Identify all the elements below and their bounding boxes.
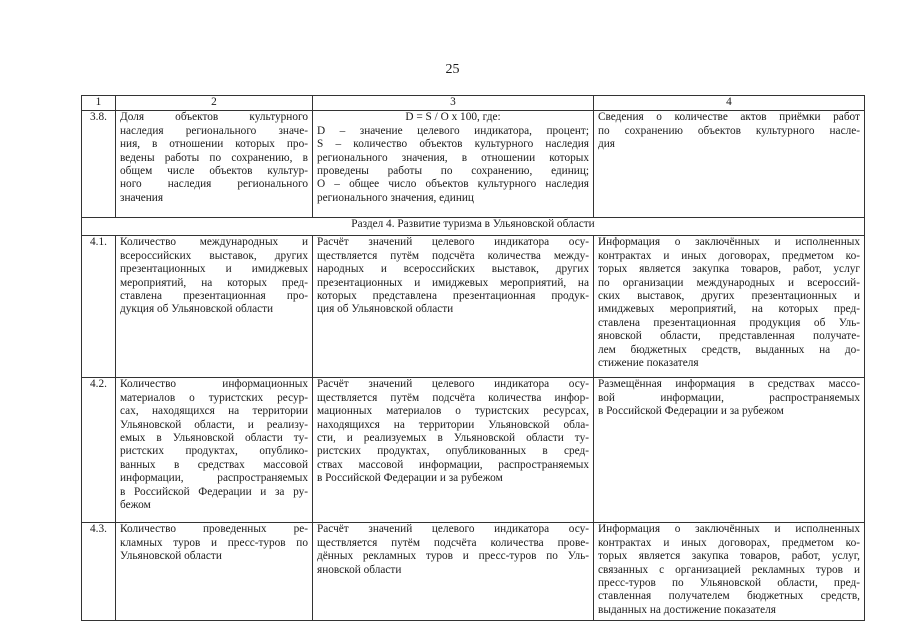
- cell-text-line: презентационных и имиджевых: [120, 263, 308, 276]
- cell-text-line: Ульяновской области: [120, 550, 222, 563]
- cell-text-line: яновской области, представленная получате-: [598, 330, 860, 343]
- cell-text-line: Информация о заключённых и исполненных: [598, 236, 860, 249]
- table-row: [82, 111, 865, 218]
- cell-text-line: ществляется путём подсчёта количества между-: [317, 249, 589, 262]
- data-source-cell: [594, 523, 865, 621]
- cell-text-line: стижение показателя: [598, 357, 699, 370]
- cell-text-line: Информация о заключённых и исполненных: [598, 523, 860, 536]
- cell-text-line: в Российской Федерации и за рубежом: [317, 472, 503, 485]
- cell-text-line: S – количество объектов культурного наследия: [317, 138, 589, 151]
- row-number: 3.8.: [82, 111, 116, 218]
- section-title: Раздел 4. Развитие туризма в Ульяновской области: [82, 218, 865, 236]
- cell-text-line: ния, в отношении которых про-: [120, 138, 308, 151]
- cell-text-line: контрактах и иных договорах, предметом ко-: [598, 249, 860, 262]
- cell-text-line: Расчёт значений целевого индикатора осу-: [317, 378, 589, 391]
- data-source-cell: [594, 236, 865, 378]
- cell-text-line: регионального значения, единиц: [317, 191, 474, 204]
- cell-text-line: ставлена презентационная про-: [120, 290, 308, 303]
- row-number: 4.2.: [82, 378, 116, 523]
- cell-text-line: O – общее число объектов культурного наследия: [317, 178, 589, 191]
- cell-text-line: ристских продуктах, опублико-: [120, 445, 308, 458]
- cell-text-line: Расчёт значений целевого индикатора осу-: [317, 523, 589, 536]
- cell-text-line: ристских продуктах, опубликованных в сред-: [317, 445, 589, 458]
- cell-text-line: связанных с организацией рекламных туров и: [598, 563, 860, 576]
- cell-text-line: Сведения о количестве актов приёмки работ: [598, 111, 860, 124]
- cell-text-line: проведены работы по сохранению, единиц;: [317, 165, 589, 178]
- cell-text-line: емых в Ульяновской области ту-: [120, 432, 308, 445]
- cell-text-line: в Российской Федерации и за рубежом: [598, 405, 784, 418]
- table-row: [82, 523, 865, 621]
- cell-text-line: информации, распространяемых: [120, 472, 308, 485]
- cell-text-line: материалов о туристских ресур-: [120, 391, 308, 404]
- cell-text-line: ставленная получателем бюджетных средств,: [598, 590, 860, 603]
- cell-text-line: ствах массовой информации, распространяемых: [317, 458, 589, 471]
- cell-text-line: в Российской Федерации и за ру-: [120, 485, 308, 498]
- cell-text-line: бежом: [120, 499, 151, 512]
- cell-text-line: Количество информационных: [120, 378, 308, 391]
- cell-text-line: регионального значения, в отношении которых: [317, 151, 589, 164]
- cell-text-line: контрактах и иных договорах, предметом ко-: [598, 536, 860, 549]
- cell-text-line: общем числе объектов культур-: [120, 165, 308, 178]
- cell-text-line: торых является закупка товаров, работ, услуг,: [598, 550, 860, 563]
- cell-text-line: Ульяновской области, и реализу-: [120, 418, 308, 431]
- table-row: [82, 236, 865, 378]
- calculation-method-cell: [313, 236, 594, 378]
- cell-text-line: дукция об Ульяновской области: [120, 303, 274, 316]
- table-header-row: [82, 96, 865, 111]
- cell-text-line: Размещённая информация в средствах массо-: [598, 378, 860, 391]
- header-cell-3: 3: [313, 96, 594, 111]
- data-source-cell: [594, 111, 865, 218]
- cell-text-line: ставлена презентационная продукция об Уль-: [598, 316, 860, 329]
- cell-text-line: презентационных и имиджевых мероприятий, на: [317, 276, 589, 289]
- cell-text-line: сти, и реализуемых в Ульяновской области ту-: [317, 432, 589, 445]
- indicator-name-cell: [116, 236, 313, 378]
- cell-text-line: по организации международных и всероссий-: [598, 276, 860, 289]
- cell-text-line: торых является закупка товаров, работ, услуг: [598, 263, 860, 276]
- cell-text-line: значения: [120, 191, 164, 204]
- cell-text-line: выданных на достижение показателя: [598, 603, 776, 616]
- cell-text-line: имиджевых мероприятий, на которых пред-: [598, 303, 860, 316]
- cell-text-line: наследия регионального значе-: [120, 124, 308, 137]
- cell-text-line: дённых рекламных туров и пресс-туров по Уль-: [317, 550, 589, 563]
- cell-text-line: по сохранению объектов культурного насле-: [598, 124, 860, 137]
- cell-text-line: пресс-туров по Ульяновской области, пред-: [598, 577, 860, 590]
- indicator-name-cell: [116, 111, 313, 218]
- cell-text-line: мероприятий, на которых пред-: [120, 276, 308, 289]
- indicator-name-cell: [116, 378, 313, 523]
- cell-text-line: ного наследия регионального: [120, 178, 308, 191]
- header-cell-4: 4: [594, 96, 865, 111]
- cell-text-line: кламных туров и пресс-туров по: [120, 536, 308, 549]
- header-cell-1: 1: [82, 96, 116, 111]
- calculation-method-cell: [313, 111, 594, 218]
- cell-text-line: которых представлена презентационная продук-: [317, 290, 589, 303]
- cell-text-line: ведены работы по сохранению, в: [120, 151, 308, 164]
- cell-text-line: ществляется путём подсчёта количества инфор-: [317, 391, 589, 404]
- cell-text-line: ванных в средствах массовой: [120, 458, 308, 471]
- cell-text-line: D = S / O x 100, где:: [405, 111, 501, 124]
- cell-text-line: дия: [598, 138, 615, 151]
- row-number: 4.1.: [82, 236, 116, 378]
- cell-text-line: ция об Ульяновской области: [317, 303, 454, 316]
- page-number: 25: [445, 62, 460, 77]
- cell-text-line: D – значение целевого индикатора, процент;: [317, 124, 589, 137]
- cell-text-line: Расчёт значений целевого индикатора осу-: [317, 236, 589, 249]
- header-cell-2: 2: [116, 96, 313, 111]
- cell-text-line: сах, находящихся на территории: [120, 405, 308, 418]
- cell-text-line: находящихся на территории Ульяновской обла-: [317, 418, 589, 431]
- data-source-cell: [594, 378, 865, 523]
- indicator-name-cell: [116, 523, 313, 621]
- cell-text-line: народных и всероссийских выставок, других: [317, 263, 589, 276]
- row-number: 4.3.: [82, 523, 116, 621]
- cell-text-line: ществляется путём подсчёта количества прове-: [317, 536, 589, 549]
- cell-text-line: мационных материалов о туристских ресурсах,: [317, 405, 589, 418]
- calculation-method-cell: [313, 378, 594, 523]
- table-row: [82, 378, 865, 523]
- cell-text-line: всероссийских выставок, других: [120, 249, 308, 262]
- cell-text-line: вой информации, распространяемых: [598, 391, 860, 404]
- section-row: [82, 218, 865, 236]
- cell-text-line: Количество международных и: [120, 236, 308, 249]
- indicator-table: [81, 95, 865, 621]
- cell-text-line: лем бюджетных средств, выданных на до-: [598, 343, 860, 356]
- cell-text-line: ских выставок, других презентационных и: [598, 290, 860, 303]
- cell-text-line: Доля объектов культурного: [120, 111, 308, 124]
- cell-text-line: Количество проведенных ре-: [120, 523, 308, 536]
- calculation-method-cell: [313, 523, 594, 621]
- cell-text-line: яновской области: [317, 563, 402, 576]
